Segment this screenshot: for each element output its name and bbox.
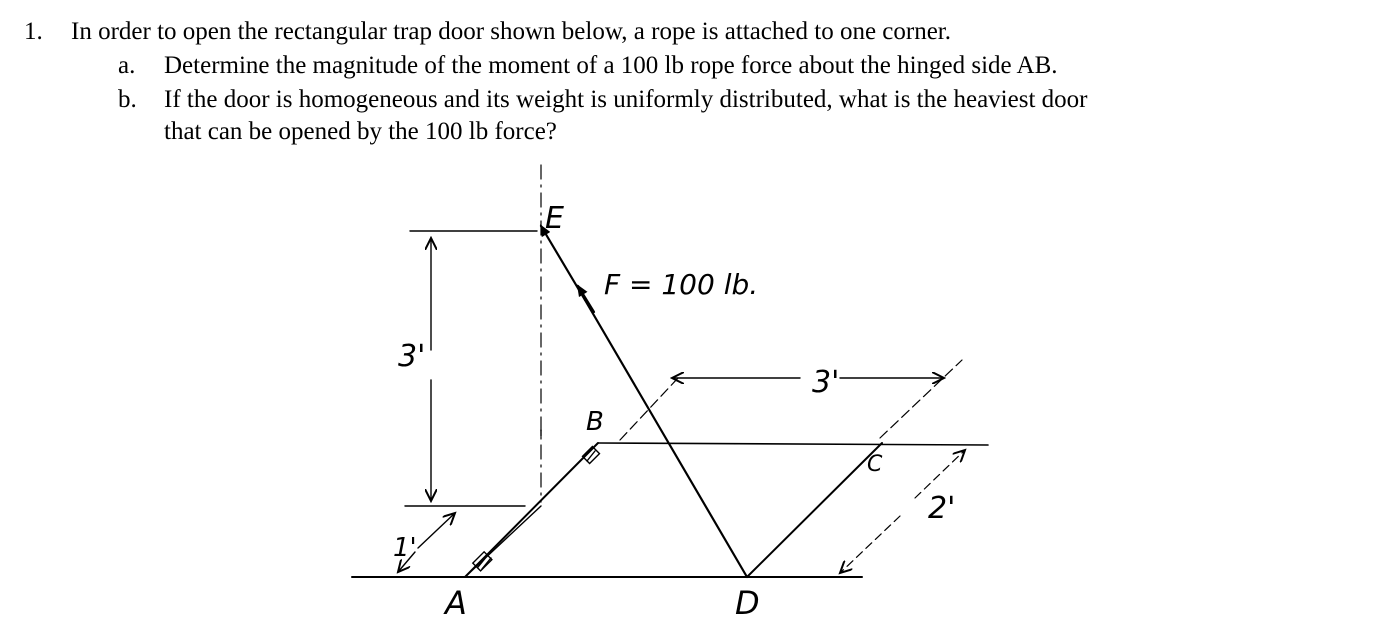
label-point-c: C [867, 452, 883, 477]
part-a-letter: a. [118, 52, 136, 79]
label-point-a: A [445, 584, 467, 622]
door-edge-dc [747, 443, 882, 577]
label-point-d: D [735, 584, 760, 622]
width-ext-right [880, 360, 962, 438]
label-offset-dim: 1' [393, 533, 417, 563]
part-a-text: Determine the magnitude of the moment of a 100 lb rope force about the hinged side AB. [164, 52, 1058, 79]
part-b-text-line2: that can be opened by the 100 lb force? [164, 118, 557, 145]
label-point-e: E [545, 201, 564, 236]
label-depth-dim: 2' [928, 491, 956, 526]
part-b-text-line1: If the door is homogeneous and its weight is uniformly distributed, what is the heaviest door [164, 86, 1088, 113]
problem-number: 1. [24, 18, 43, 45]
depth-dim-arrow-down [840, 516, 900, 573]
label-point-b: B [586, 407, 604, 437]
label-width-dim: 3' [812, 365, 840, 400]
force-arrow [541, 226, 585, 300]
offset-dim-arrow-up [418, 513, 455, 548]
part-b-letter: b. [118, 86, 137, 113]
label-height-dim: 3' [398, 339, 426, 374]
label-force: F = 100 lb. [604, 268, 759, 301]
door-edge-ab [465, 443, 598, 577]
rope-line [585, 300, 747, 577]
problem-statement: In order to open the rectangular trap door shown below, a rope is attached to one corner. [71, 18, 952, 45]
floor-line-back [598, 443, 988, 445]
